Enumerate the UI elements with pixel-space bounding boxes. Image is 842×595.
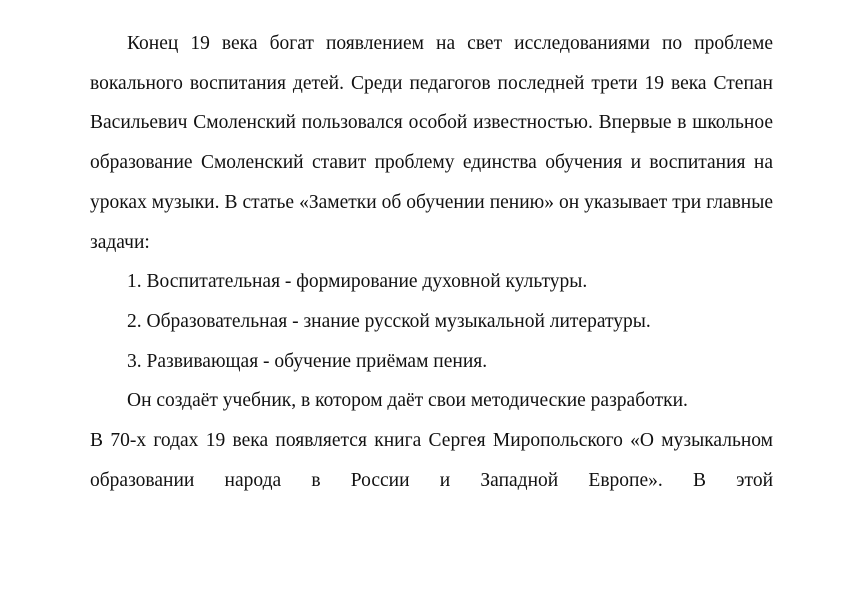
paragraph-textbook: Он создаёт учебник, в котором даёт свои методические разработки. (127, 390, 688, 412)
paragraph-smolensky-intro: Конец 19 века богат появлением на свет исследованиями по проблеме вокального воспитания детей. Среди педагогов последней трети 19 века Степан Васильевич Смоленский пользовался особой известностью. Впервые в школьное образование Смоленский ставит проблему единства обучения и воспитания на уроках музыки. В статье «Заметки об обучении пению» он указывает три главные задачи: (90, 33, 773, 253)
list-item-educational-task-1: 1. Воспитательная - формирование духовной культуры. (127, 271, 588, 293)
list-item-educational-task-2: 2. Образовательная - знание русской музыкальной литературы. (127, 310, 651, 332)
document-text (90, 24, 773, 500)
paragraph-miropolsky: В 70-х годах 19 века появляется книга Сергея Миропольского «О музыкальном образовании народа в России и Западной Европе». В этой (90, 430, 773, 491)
list-item-educational-task-3: 3. Развивающая - обучение приёмам пения. (127, 350, 488, 372)
